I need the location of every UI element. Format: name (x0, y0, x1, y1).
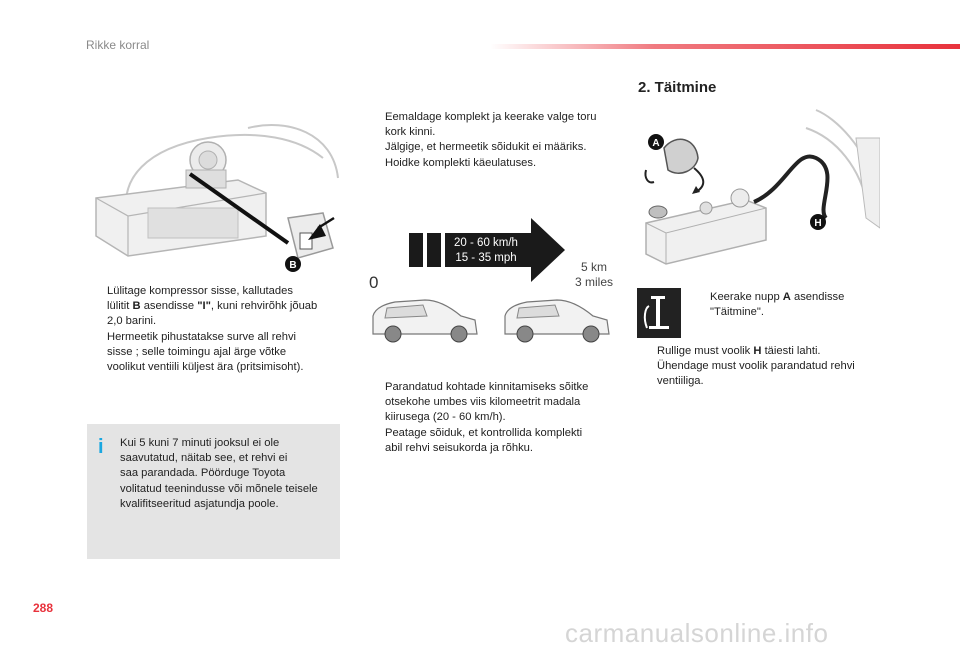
bullet-symbol (637, 359, 657, 389)
speed-mph-label: 15 - 35 mph (455, 252, 517, 264)
callout-b-label: B (289, 260, 297, 271)
distance-miles-label: 3 miles (574, 275, 614, 289)
info-icon: i (98, 436, 104, 458)
inflate-pictogram-icon (637, 288, 681, 338)
bullet-stop-check (365, 426, 625, 456)
bullet-connect-hose (637, 359, 887, 389)
bullet-stop-check-text: Peatage sõiduk, et kontrollida komplekti abil rehvi seisukorda ja rõhku. (385, 427, 583, 455)
callout-h-label: H (814, 218, 822, 229)
watermark: carmanualsonline.info (565, 618, 829, 648)
bullet-symbol (87, 284, 107, 375)
bullet-turn-knob-text: Keerake nupp A asendisse "Täitmine". (710, 291, 845, 319)
bullet-compressor-on (87, 284, 347, 375)
info-text: Kui 5 kuni 7 minuti jooksul ei ole saavutatud, näitab see, et rehvi ei saa parandada. Pöörduge Toyota volitatud teenindusse või mõnele teisele kvalifitseeritud asjatundja poole. (120, 437, 318, 510)
bullet-turn-knob (690, 290, 880, 320)
section-title: 2. Täitmine (638, 79, 717, 96)
callout-a-label: A (652, 138, 660, 149)
bullet-symbol (365, 110, 385, 171)
header-accent-bar (490, 44, 960, 49)
van-right (505, 300, 609, 342)
bullet-remove-kit (365, 110, 625, 171)
speed-kmh-label: 20 - 60 km/h (454, 237, 518, 249)
bullet-symbol (365, 380, 385, 426)
van-left (373, 300, 477, 342)
compressor-illustration (88, 118, 340, 282)
bullet-drive (365, 380, 625, 426)
bullet-symbol (637, 344, 657, 359)
bullet-remove-kit-text: Eemaldage komplekt ja keerake valge toru kork kinni. Jälgige, et hermeetik sõidukit ei määriks. Hoidke komplekti käeulatuses. (385, 111, 597, 169)
speed-distance-illustration (365, 212, 625, 344)
bullet-symbol (365, 426, 385, 456)
distance-km-label: 5 km (580, 260, 608, 274)
header-title: Rikke korral (86, 38, 150, 52)
bullet-unroll-hose-text: Rullige must voolik H täiesti lahti. (657, 345, 821, 357)
bullet-connect-hose-text: Ühendage must voolik parandatud rehvi ventiiliga. (657, 360, 855, 388)
bullet-unroll-hose (637, 344, 887, 359)
inflation-illustration (636, 108, 880, 276)
bullet-compressor-on-text: Lülitage kompressor sisse, kallutades lülitit B asendisse "I", kuni rehvirõhk jõuab 2,0 barini. Hermeetik pihustatakse surve all rehvi sisse ; selle toimingu ajal ärge võtke voolikut ventiili küljest ära (pritsimisoht). (107, 285, 318, 374)
page-number: 288 (33, 601, 54, 615)
bullet-drive-text: Parandatud kohtade kinnitamiseks sõitke otsekohe umbes viis kilomeetrit madala kiirusega (20 - 60 km/h). (385, 381, 589, 424)
bullet-symbol (690, 290, 710, 320)
start-distance-label: 0 (369, 273, 379, 292)
